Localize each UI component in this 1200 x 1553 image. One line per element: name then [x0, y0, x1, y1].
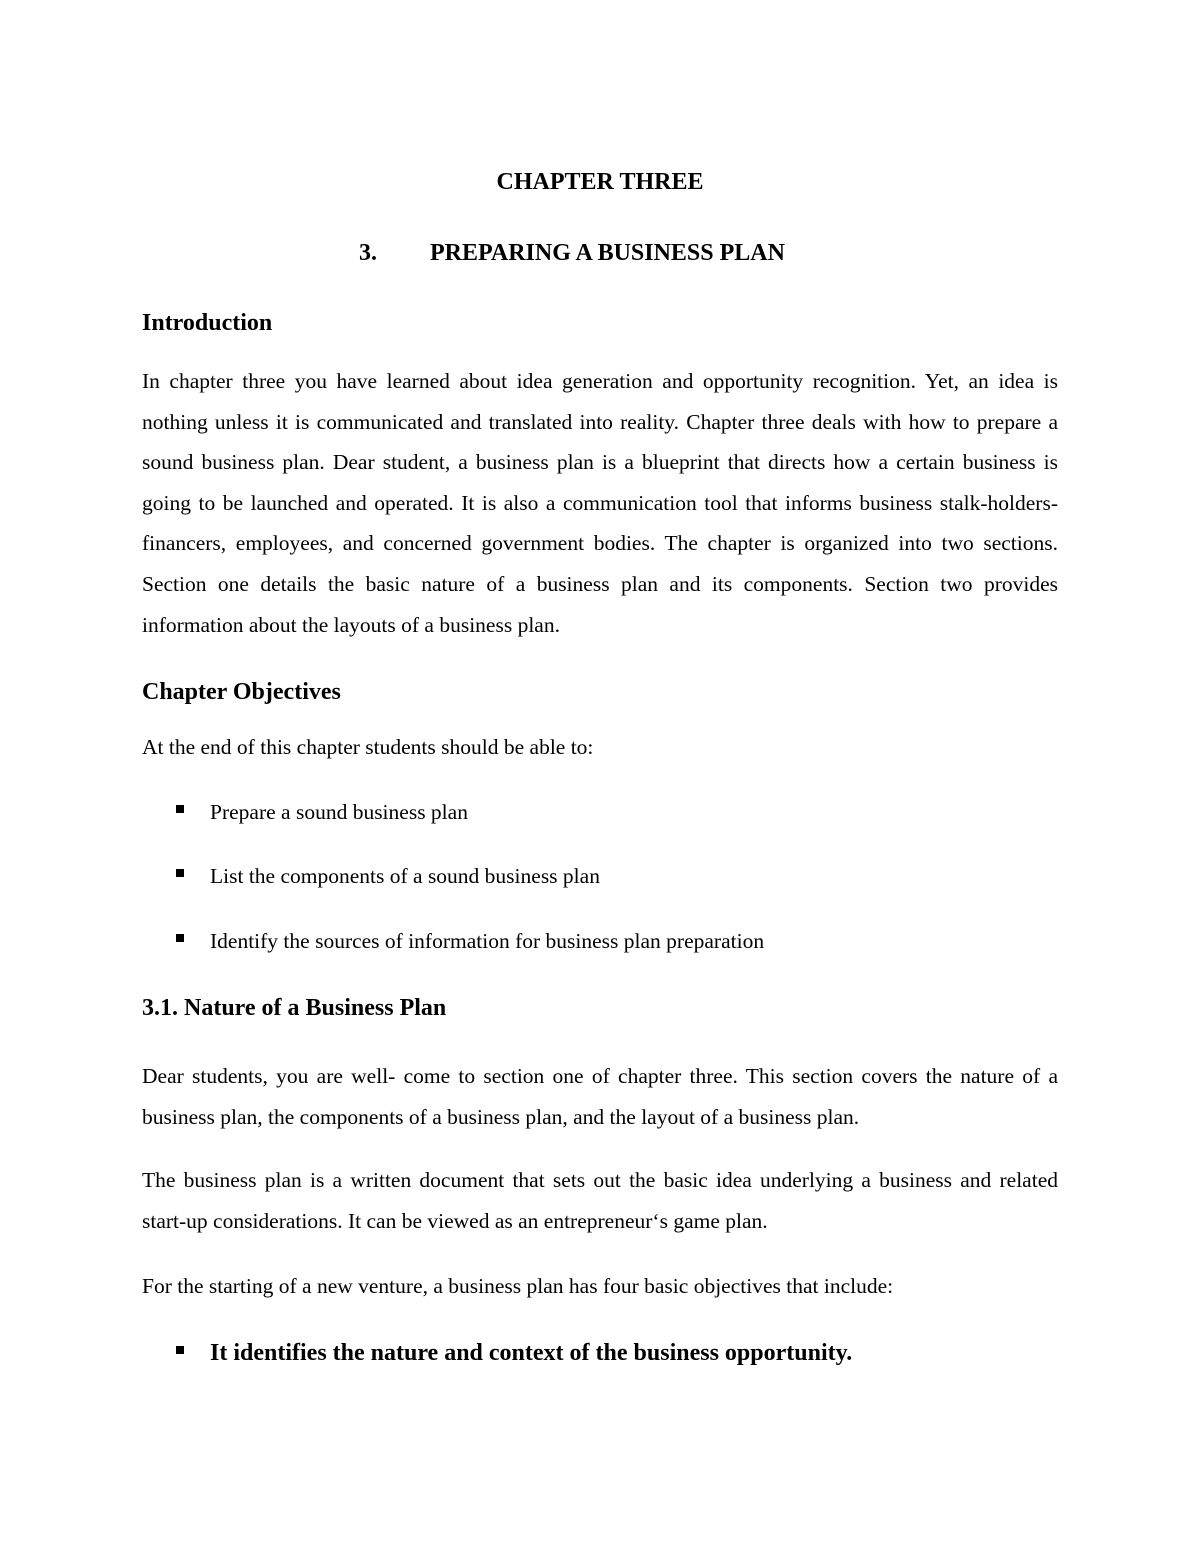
chapter-subtitle — [359, 237, 785, 269]
square-bullet-icon — [176, 934, 184, 942]
section-3-1-paragraph-2: The business plan is a written document that sets out the basic idea underlying a business and related start-up considerations. It can be viewed as an entrepreneur‘s game plan. — [142, 1168, 1058, 1233]
section-3-1-heading: 3.1. Nature of a Business Plan — [142, 995, 447, 1021]
square-bullet-icon — [176, 1346, 184, 1354]
introduction-heading: Introduction — [142, 310, 273, 336]
chapter-subtitle-text: PREPARING A BUSINESS PLAN — [430, 240, 785, 266]
chapter-number: 3. — [359, 240, 377, 266]
section-3-1-paragraph-3: For the starting of a new venture, a business plan has four basic objectives that include: — [142, 1274, 894, 1298]
objective-item — [176, 797, 468, 827]
square-bullet-icon — [176, 869, 184, 877]
objective-item-text: Prepare a sound business plan — [210, 800, 468, 824]
objective-item — [176, 861, 600, 891]
introduction-paragraph: In chapter three you have learned about idea generation and opportunity recognition. Yet, an idea is nothing unless it is communicated and translated into reality. Chapter three deals with how to prepare a sound business plan. Dear student, a business plan is a blueprint that directs how a certain business is going to be launched and operated. It is also a communication tool that informs business stalk-holders- financers, employees, and concerned government bodies. The chapter is organized into two sections. Section one details the basic nature of a business plan and its components. Section two provides information about the layouts of a business plan. — [142, 369, 1058, 637]
chapter-title: CHAPTER THREE — [496, 169, 704, 195]
business-plan-objective-item — [176, 1337, 852, 1369]
objectives-lead: At the end of this chapter students should be able to: — [142, 735, 594, 759]
objective-item-text: List the components of a sound business plan — [210, 864, 600, 888]
objective-item — [176, 926, 764, 956]
square-bullet-icon — [176, 805, 184, 813]
objectives-heading: Chapter Objectives — [142, 679, 341, 705]
section-3-1-paragraph-1: Dear students, you are well- come to section one of chapter three. This section covers the nature of a business plan, the components of a business plan, and the layout of a business plan. — [142, 1064, 1058, 1129]
objective-item-text: Identify the sources of information for business plan preparation — [210, 929, 765, 953]
business-plan-objective-text: It identifies the nature and context of the business opportunity. — [210, 1340, 853, 1366]
